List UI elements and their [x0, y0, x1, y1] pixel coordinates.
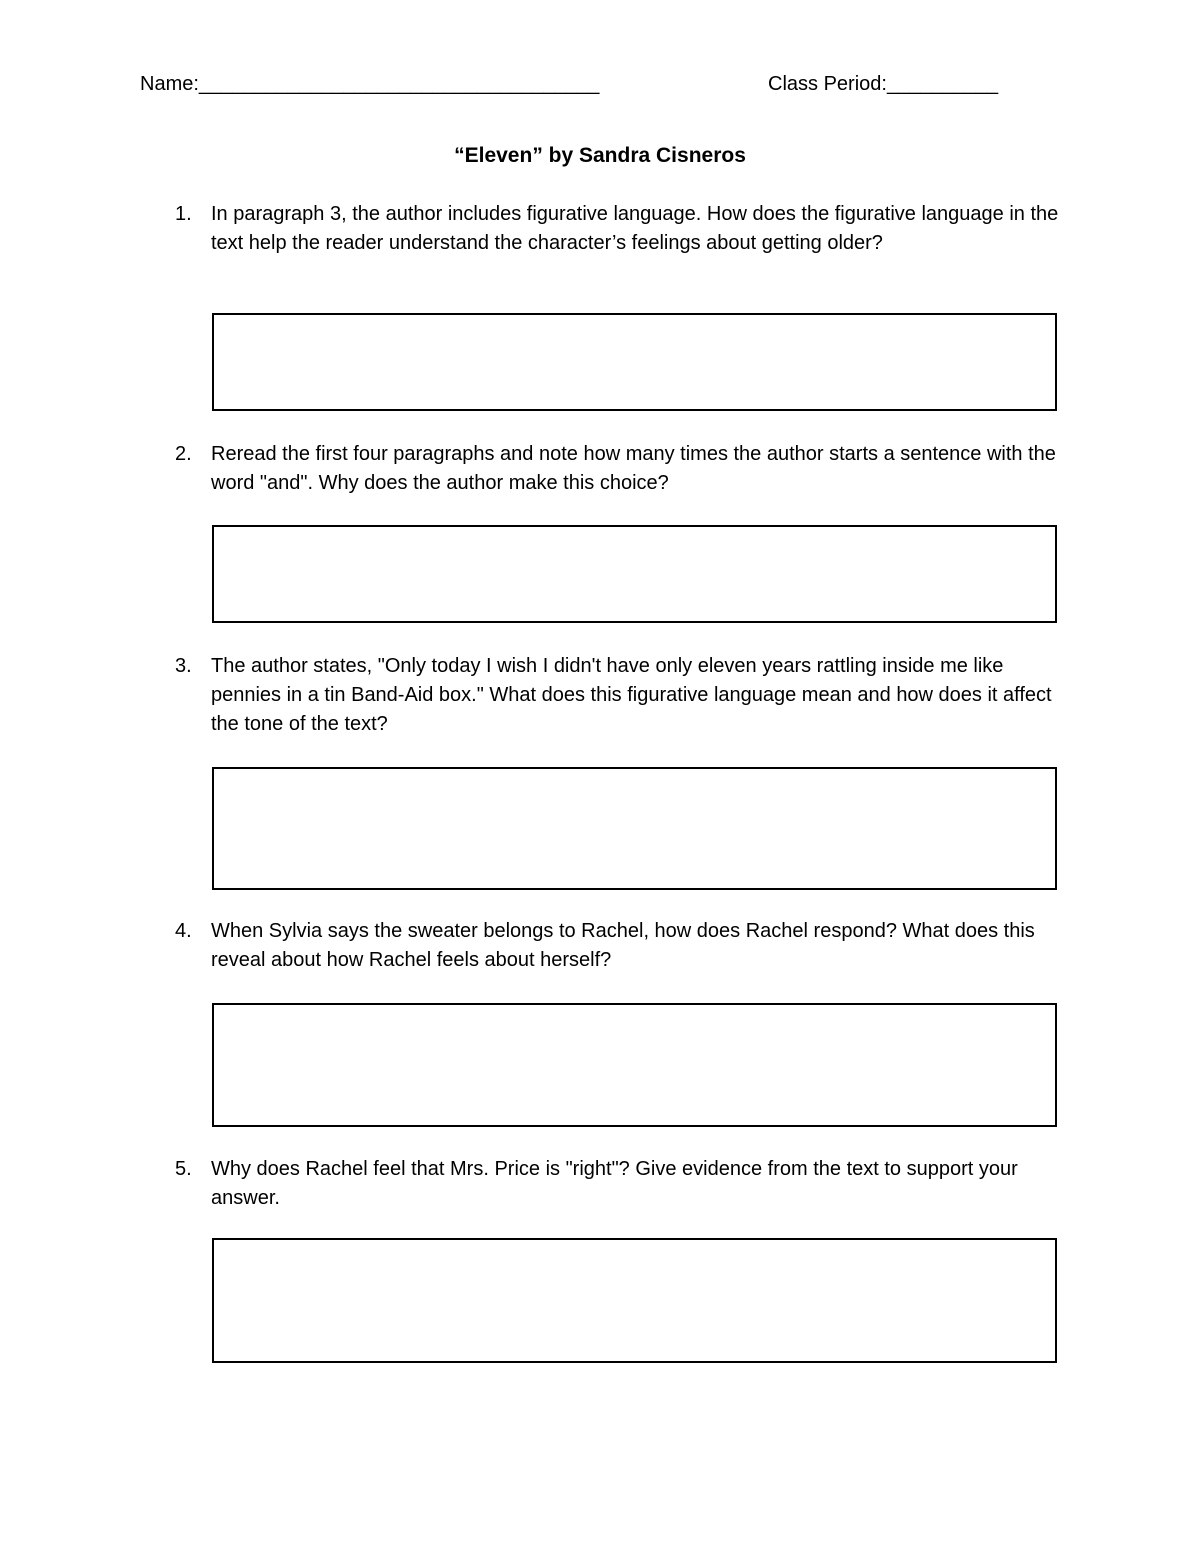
question-text: Why does Rachel feel that Mrs. Price is "right"? Give evidence from the text to support your answer. [211, 1158, 1018, 1209]
answer-box-4[interactable] [212, 1003, 1057, 1127]
answer-box-5[interactable] [212, 1238, 1057, 1363]
answer-box-2[interactable] [212, 525, 1057, 623]
question-number: 3. [175, 655, 192, 677]
answer-box-1[interactable] [212, 313, 1057, 411]
name-field[interactable] [140, 70, 599, 98]
question-2 [175, 440, 1075, 498]
question-text: When Sylvia says the sweater belongs to Rachel, how does Rachel respond? What does this reveal about how Rachel feels about herself? [211, 920, 1035, 971]
question-number: 4. [175, 920, 192, 942]
worksheet-title: “Eleven” by Sandra Cisneros [454, 144, 746, 167]
answer-box-3[interactable] [212, 767, 1057, 890]
question-text: The author states, "Only today I wish I didn't have only eleven years rattling inside me like pennies in a tin Band-Aid box." What does this figurative language mean and how does it affect the tone of the text? [211, 655, 1052, 735]
question-text: Reread the first four paragraphs and note how many times the author starts a sentence with the word "and". Why does the author make this choice? [211, 443, 1056, 494]
question-text: In paragraph 3, the author includes figurative language. How does the figurative language in the text help the reader understand the character’s feelings about getting older? [211, 203, 1059, 254]
question-1 [175, 200, 1075, 258]
question-number: 5. [175, 1158, 192, 1180]
class-period-field[interactable] [768, 70, 998, 98]
question-number: 2. [175, 443, 192, 465]
question-number: 1. [175, 203, 192, 225]
name-blank[interactable]: ____________________________________ [198, 73, 600, 95]
class-period-blank[interactable]: __________ [886, 73, 999, 95]
class-period-label: Class Period: [768, 73, 887, 95]
name-label: Name: [140, 73, 199, 95]
question-4 [175, 917, 1075, 975]
question-3 [175, 652, 1075, 739]
question-5 [175, 1155, 1075, 1213]
